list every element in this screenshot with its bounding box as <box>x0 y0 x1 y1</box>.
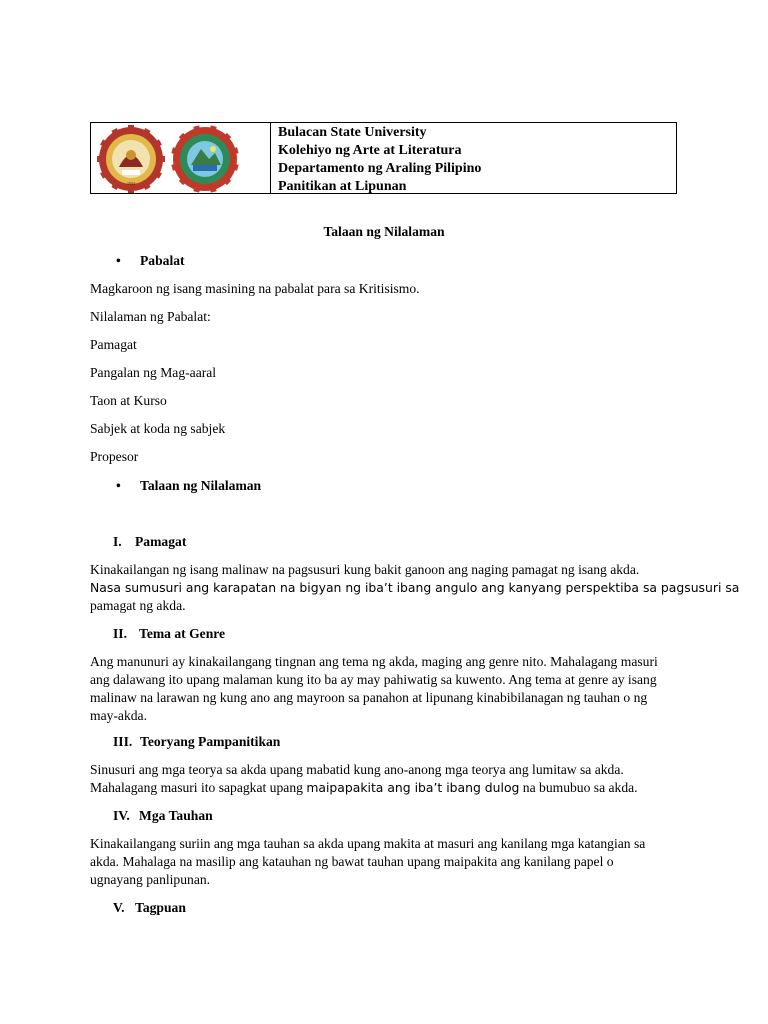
pabalat-item: Sabjek at koda ng sabjek <box>90 421 226 436</box>
pabalat-intro: Magkaroon ng isang masining na pabalat para sa Kritisismo. <box>90 281 420 296</box>
body-line: may-akda. <box>90 708 147 723</box>
section-number: II. <box>113 626 127 641</box>
section-title: Tema at Genre <box>139 626 226 641</box>
college-name: Kolehiyo ng Arte at Literatura <box>278 143 462 158</box>
section-body <box>90 561 740 615</box>
pabalat-contents-label: Nilalaman ng Pabalat: <box>90 309 211 324</box>
body-line: ang dalawang ito upang malaman kung ito ba ay may pahiwatig sa kuwento. Ang tema at genre ay isang <box>90 672 657 687</box>
body-line: malinaw na larawan ng kung ano ang mayroon sa panahon at lipunang kinabibilanagan ng tauhan o ng <box>90 690 648 705</box>
body-line <box>90 779 680 797</box>
bullet-dot: • <box>116 253 121 268</box>
section-title: Tagpuan <box>135 900 186 915</box>
body-line: Nasa sumusuri ang karapatan na bigyan ng iba’t ibang angulo ang kanyang perspektiba sa pagsusuri sa <box>90 580 740 595</box>
body-line: ugnayang panlipunan. <box>90 872 211 887</box>
header-table <box>90 122 677 194</box>
header-text <box>271 123 481 193</box>
body-line: akda. Mahalaga na masilip ang katauhan ng bawat tauhan upang maipakita ang kanilang papel o <box>90 854 614 869</box>
body-text: na bumubuo sa akda. <box>519 780 638 795</box>
body-text: Mahalagang masuri ito sapagkat upang <box>90 780 307 795</box>
body-line: pamagat ng akda. <box>90 598 186 613</box>
section-number: I. <box>113 534 122 549</box>
pabalat-item: Pangalan ng Mag-aaral <box>90 365 217 380</box>
section-number: IV. <box>113 808 130 823</box>
university-name: Bulacan State University <box>278 125 427 140</box>
body-line: Sinusuri ang mga teorya sa akda upang mabatid kung ano-anong mga teorya ang lumitaw sa akda. <box>90 762 624 777</box>
bullet-dot: • <box>116 478 121 493</box>
pabalat-item: Propesor <box>90 449 139 464</box>
section-body <box>90 761 680 797</box>
document-title: Talaan ng Nilalaman <box>323 224 445 239</box>
section-title: Teoryang Pampanitikan <box>140 734 281 749</box>
bullet-pabalat-label: Pabalat <box>140 253 185 268</box>
logo-cell <box>91 123 271 193</box>
section-body <box>90 653 680 725</box>
pabalat-item: Pamagat <box>90 337 137 352</box>
pabalat-item: Taon at Kurso <box>90 393 167 408</box>
logo-year: 1904 <box>127 181 135 186</box>
section-body <box>90 835 680 889</box>
section-title: Pamagat <box>135 534 187 549</box>
section-number: III. <box>113 734 133 749</box>
body-line: Kinakailangang suriin ang mga tauhan sa akda upang makita at masuri ang kanilang mga katangian sa <box>90 836 646 851</box>
bulsu-seal-logo <box>97 125 165 193</box>
body-line: Ang manunuri ay kinakailangang tingnan ang tema ng akda, maging ang genre nito. Mahalagang masuri <box>90 654 658 669</box>
subject-name: Panitikan at Lipunan <box>278 179 407 194</box>
section-number: V. <box>113 900 125 915</box>
bullet-talaan-label: Talaan ng Nilalaman <box>140 478 262 493</box>
body-text-sans: maipapakita ang iba’t ibang dulog <box>306 780 520 795</box>
body-line: Kinakailangan ng isang malinaw na pagsusuri kung bakit ganoon ang naging pamagat ng isang akda. <box>90 562 640 577</box>
college-seal-logo <box>171 125 239 193</box>
department-name: Departamento ng Araling Pilipino <box>278 161 482 176</box>
section-title: Mga Tauhan <box>139 808 213 823</box>
